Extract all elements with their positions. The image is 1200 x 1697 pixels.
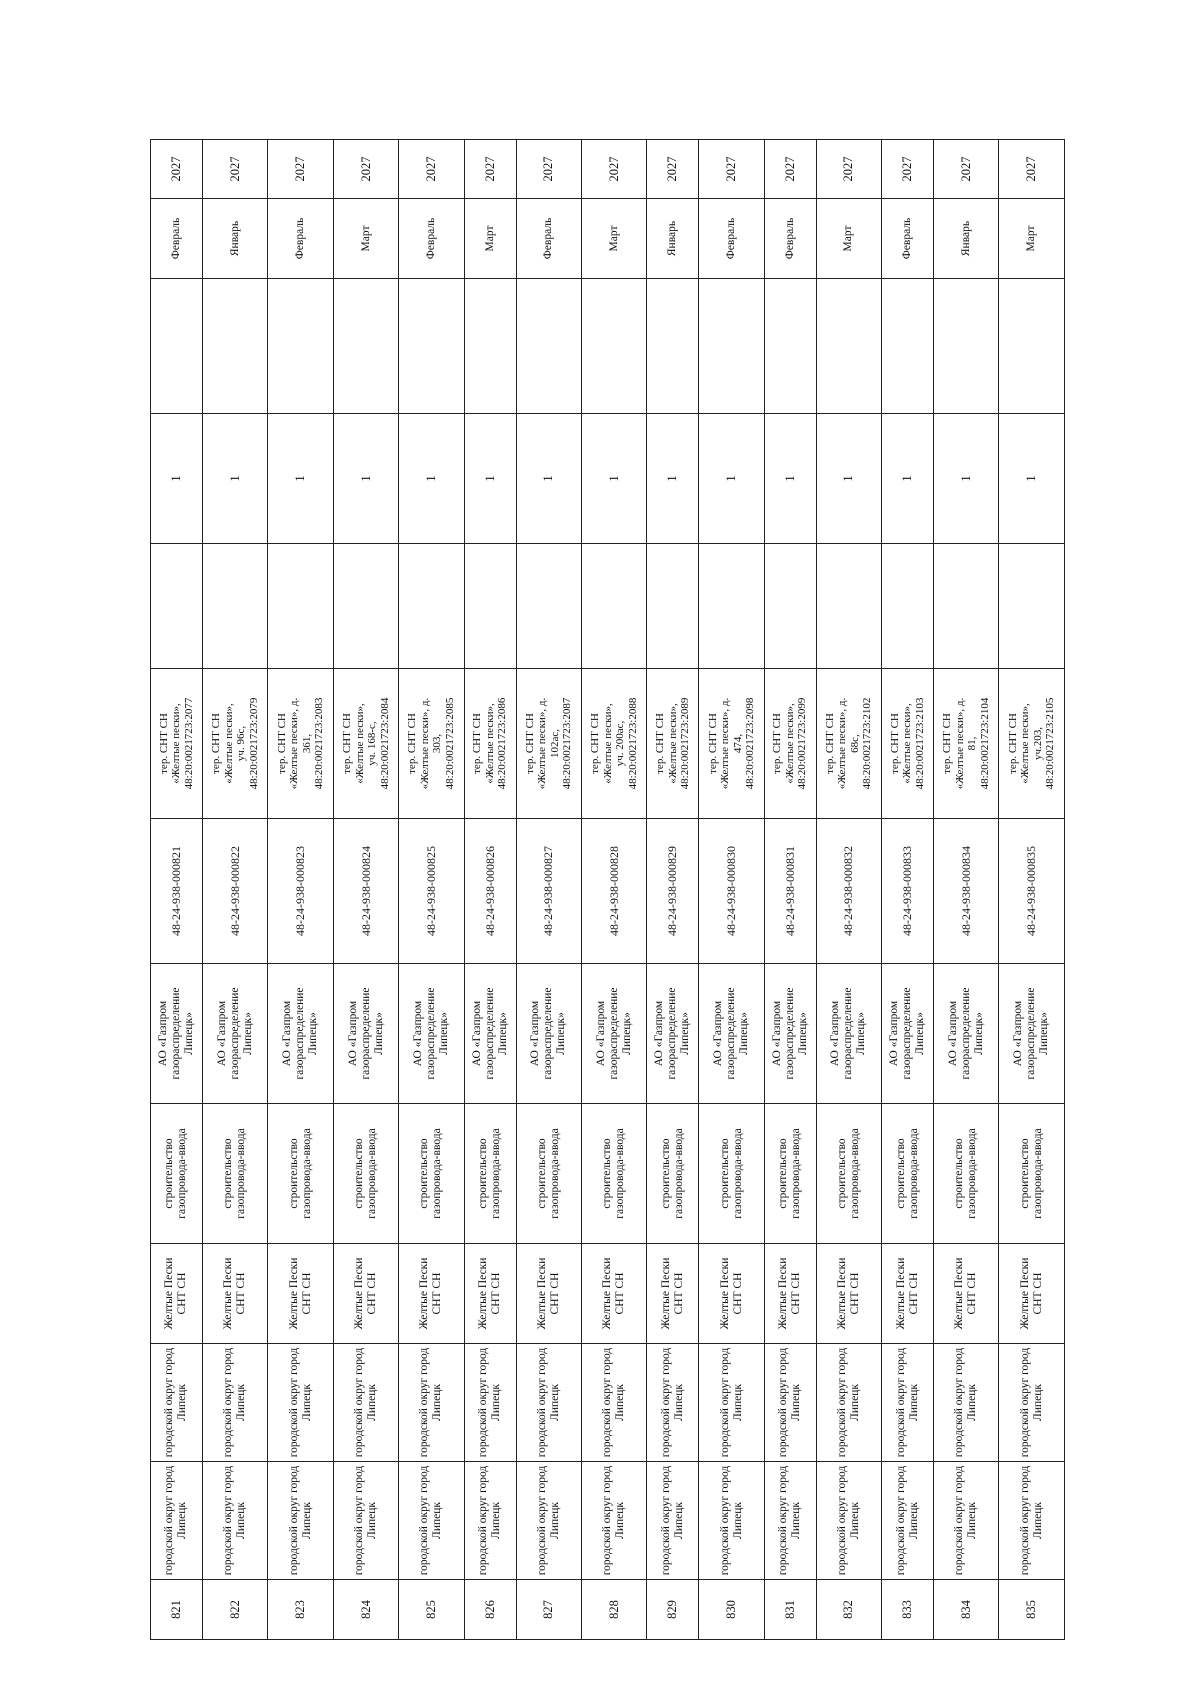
organization-cell: АО «Газпром газораспределение Липецк» [764,964,816,1104]
municipality-cell: городской округ город Липецк [999,1344,1065,1462]
address-line: «Желтые пески», д. [719,697,732,790]
rotated-table-wrapper [150,140,1065,1640]
municipality-cell: городской округ город Липецк [202,1344,267,1462]
month-cell: Март [464,199,516,279]
address-line: 48:20:0021723:2084 [378,697,391,790]
address-line: тер. СНТ СН [523,713,536,774]
year-cell: 2027 [699,140,764,199]
object-code-cell: 48-24-938-000832 [816,819,881,964]
year-cell: 2027 [882,140,934,199]
address-line: 102ас, [548,729,561,759]
address-line: 48:20:0021723:2089 [679,697,692,790]
table-row [516,140,581,1640]
address-cell [464,669,516,819]
district-cell: городской округ город Липецк [699,1462,764,1580]
organization-cell: АО «Газпром газораспределение Липецк» [333,964,398,1104]
settlement-cell: Желтые Пески СНТ СН [764,1244,816,1344]
address-line: 361, [300,733,313,754]
organization-cell: АО «Газпром газораспределение Липецк» [516,964,581,1104]
organization-cell: АО «Газпром газораспределение Липецк» [399,964,464,1104]
empty-cell [399,279,464,414]
address-line: «Желтые пески», [901,703,914,784]
address-line: «Желтые пески», [170,703,183,784]
settlement-cell: Желтые Пески СНТ СН [516,1244,581,1344]
empty-cell [764,544,816,669]
object-code-cell: 48-24-938-000821 [151,819,203,964]
address-line: тер. СНТ СН [1006,713,1019,774]
quantity-cell: 1 [399,414,464,544]
table-row [647,140,699,1640]
address-cell [882,669,934,819]
address-line: тер. СНТ СН [589,713,602,774]
year-cell: 2027 [816,140,881,199]
municipality-cell: городской округ город Липецк [647,1344,699,1462]
row-number-cell: 829 [647,1580,699,1640]
address-line: «Желтые пески», [353,703,366,784]
address-cell [699,669,764,819]
year-cell: 2027 [151,140,203,199]
address-line: тер. СНТ СН [706,713,719,774]
year-cell: 2027 [333,140,398,199]
municipality-cell: городской округ город Липецк [882,1344,934,1462]
work-type-cell: строительство газопровода-ввода [934,1104,999,1244]
empty-cell [699,279,764,414]
work-type-cell: строительство газопровода-ввода [399,1104,464,1244]
address-line: тер. СНТ СН [210,713,223,774]
object-code-cell: 48-24-938-000831 [764,819,816,964]
object-code-cell: 48-24-938-000829 [647,819,699,964]
empty-cell [934,279,999,414]
empty-cell [647,544,699,669]
settlement-cell: Желтые Пески СНТ СН [999,1244,1065,1344]
work-type-cell: строительство газопровода-ввода [999,1104,1065,1244]
object-code-cell: 48-24-938-000828 [582,819,647,964]
quantity-cell: 1 [934,414,999,544]
table-row [816,140,881,1640]
empty-cell [202,544,267,669]
empty-cell [333,544,398,669]
month-cell: Февраль [882,199,934,279]
month-cell: Январь [647,199,699,279]
row-number-cell: 832 [816,1580,881,1640]
address-line: уч. 200ас, [614,720,627,767]
quantity-cell: 1 [151,414,203,544]
address-line: тер. СНТ СН [471,713,484,774]
empty-cell [816,279,881,414]
address-line: «Желтые пески», [601,703,614,784]
organization-cell: АО «Газпром газораспределение Липецк» [699,964,764,1104]
work-type-cell: строительство газопровода-ввода [516,1104,581,1244]
row-number-cell: 821 [151,1580,203,1640]
address-line: «Желтые пески», [783,703,796,784]
address-line: «Желтые пески», д. [288,697,301,790]
empty-cell [202,279,267,414]
table-row [464,140,516,1640]
municipality-cell: городской округ город Липецк [268,1344,333,1462]
row-number-cell: 830 [699,1580,764,1640]
address-line: 303, [431,733,444,754]
empty-cell [934,544,999,669]
row-number-cell: 833 [882,1580,934,1640]
object-code-cell: 48-24-938-000826 [464,819,516,964]
address-line: 48:20:0021723:2086 [496,697,509,790]
table-row [202,140,267,1640]
object-code-cell: 48-24-938-000824 [333,819,398,964]
year-cell: 2027 [999,140,1065,199]
district-cell: городской округ город Липецк [399,1462,464,1580]
settlement-cell: Желтые Пески СНТ СН [202,1244,267,1344]
row-number-cell: 834 [934,1580,999,1640]
district-cell: городской округ город Липецк [647,1462,699,1580]
address-cell [268,669,333,819]
address-line: 48:20:0021723:2104 [978,697,991,790]
settlement-cell: Желтые Пески СНТ СН [151,1244,203,1344]
empty-cell [268,279,333,414]
empty-cell [816,544,881,669]
district-cell: городской округ город Липецк [999,1462,1065,1580]
district-cell: городской округ город Липецк [464,1462,516,1580]
empty-cell [268,544,333,669]
year-cell: 2027 [934,140,999,199]
settlement-cell: Желтые Пески СНТ СН [647,1244,699,1344]
organization-cell: АО «Газпром газораспределение Липецк» [816,964,881,1104]
row-number-cell: 827 [516,1580,581,1640]
table-body [151,140,1065,1640]
year-cell: 2027 [268,140,333,199]
settlement-cell: Желтые Пески СНТ СН [268,1244,333,1344]
organization-cell: АО «Газпром газораспределение Липецк» [999,964,1065,1104]
settlement-cell: Желтые Пески СНТ СН [882,1244,934,1344]
settlement-cell: Желтые Пески СНТ СН [816,1244,881,1344]
quantity-cell: 1 [699,414,764,544]
work-type-cell: строительство газопровода-ввода [882,1104,934,1244]
table-row [882,140,934,1640]
address-line: 48:20:0021723:2099 [796,697,809,790]
address-line: тер. СНТ СН [275,713,288,774]
organization-cell: АО «Газпром газораспределение Липецк» [268,964,333,1104]
organization-cell: АО «Газпром газораспределение Липецк» [882,964,934,1104]
month-cell: Февраль [516,199,581,279]
address-line: уч. 168-с, [366,721,378,766]
month-cell: Февраль [151,199,203,279]
object-code-cell: 48-24-938-000834 [934,819,999,964]
municipality-cell: городской округ город Липецк [399,1344,464,1462]
quantity-cell: 1 [516,414,581,544]
row-number-cell: 823 [268,1580,333,1640]
month-cell: Март [333,199,398,279]
organization-cell: АО «Газпром газораспределение Липецк» [582,964,647,1104]
table-row [268,140,333,1640]
address-cell [151,669,203,819]
address-cell [333,669,398,819]
municipality-cell: городской округ город Липецк [816,1344,881,1462]
address-line: уч.203, [1031,726,1044,761]
month-cell: Март [999,199,1065,279]
organization-cell: АО «Газпром газораспределение Липецк» [934,964,999,1104]
municipality-cell: городской округ город Липецк [764,1344,816,1462]
object-code-cell: 48-24-938-000830 [699,819,764,964]
address-cell [647,669,699,819]
address-cell [582,669,647,819]
quantity-cell: 1 [464,414,516,544]
table-row [582,140,647,1640]
table-row [934,140,999,1640]
address-cell [764,669,816,819]
district-cell: городской округ город Липецк [882,1462,934,1580]
address-line: тер. СНТ СН [771,713,784,774]
month-cell: Февраль [268,199,333,279]
district-cell: городской округ город Липецк [764,1462,816,1580]
district-cell: городской округ город Липецк [151,1462,203,1580]
district-cell: городской округ город Липецк [582,1462,647,1580]
work-type-cell: строительство газопровода-ввода [151,1104,203,1244]
quantity-cell: 1 [582,414,647,544]
settlement-cell: Желтые Пески СНТ СН [464,1244,516,1344]
address-line: 48:20:0021723:2103 [913,697,926,790]
table-row [699,140,764,1640]
object-code-cell: 48-24-938-000825 [399,819,464,964]
quantity-cell: 1 [764,414,816,544]
year-cell: 2027 [202,140,267,199]
empty-cell [699,544,764,669]
municipality-cell: городской округ город Липецк [582,1344,647,1462]
municipality-cell: городской округ город Липецк [151,1344,203,1462]
gasification-schedule-table [150,139,1065,1640]
empty-cell [882,544,934,669]
address-line: тер. СНТ СН [406,713,419,774]
empty-cell [582,279,647,414]
quantity-cell: 1 [268,414,333,544]
empty-cell [399,544,464,669]
district-cell: городской округ город Липецк [202,1462,267,1580]
address-line: 48:20:0021723:2083 [313,697,326,790]
empty-cell [882,279,934,414]
quantity-cell: 1 [882,414,934,544]
work-type-cell: строительство газопровода-ввода [647,1104,699,1244]
organization-cell: АО «Газпром газораспределение Липецк» [464,964,516,1104]
address-line: 48:20:0021723:2102 [861,697,874,790]
year-cell: 2027 [399,140,464,199]
quantity-cell: 1 [202,414,267,544]
quantity-cell: 1 [647,414,699,544]
address-cell [516,669,581,819]
table-row [151,140,203,1640]
month-cell: Февраль [399,199,464,279]
address-line: 48:20:0021723:2105 [1044,697,1057,790]
district-cell: городской округ город Липецк [816,1462,881,1580]
address-line: тер. СНТ СН [654,713,667,774]
empty-cell [516,544,581,669]
year-cell: 2027 [647,140,699,199]
address-line: 81, [966,736,979,751]
row-number-cell: 824 [333,1580,398,1640]
address-line: тер. СНТ СН [157,713,170,774]
year-cell: 2027 [516,140,581,199]
table-row [333,140,398,1640]
district-cell: городской округ город Липецк [333,1462,398,1580]
object-code-cell: 48-24-938-000822 [202,819,267,964]
quantity-cell: 1 [999,414,1065,544]
district-cell: городской округ город Липецк [268,1462,333,1580]
year-cell: 2027 [464,140,516,199]
settlement-cell: Желтые Пески СНТ СН [934,1244,999,1344]
month-cell: Февраль [699,199,764,279]
address-line: «Желтые пески», [666,703,679,784]
municipality-cell: городской округ город Липецк [464,1344,516,1462]
address-line: «Желтые пески», д. [536,697,549,790]
empty-cell [151,279,203,414]
address-line: тер. СНТ СН [888,713,901,774]
work-type-cell: строительство газопровода-ввода [699,1104,764,1244]
municipality-cell: городской округ город Липецк [333,1344,398,1462]
address-line: 68с, [848,734,861,753]
work-type-cell: строительство газопровода-ввода [582,1104,647,1244]
address-cell [934,669,999,819]
object-code-cell: 48-24-938-000823 [268,819,333,964]
object-code-cell: 48-24-938-000833 [882,819,934,964]
address-line: 474, [731,733,744,754]
table-row [764,140,816,1640]
organization-cell: АО «Газпром газораспределение Липецк» [151,964,203,1104]
empty-cell [999,279,1065,414]
row-number-cell: 835 [999,1580,1065,1640]
address-line: «Желтые пески», д. [953,697,966,790]
object-code-cell: 48-24-938-000827 [516,819,581,964]
empty-cell [464,544,516,669]
empty-cell [464,279,516,414]
address-line: «Желтые пески», д. [418,697,431,790]
address-line: «Желтые пески», д. [836,697,849,790]
empty-cell [516,279,581,414]
work-type-cell: строительство газопровода-ввода [816,1104,881,1244]
address-line: 48:20:0021723:2085 [443,697,456,790]
year-cell: 2027 [764,140,816,199]
address-line: 48:20:0021723:2098 [744,697,757,790]
table-row [999,140,1065,1640]
settlement-cell: Желтые Пески СНТ СН [399,1244,464,1344]
work-type-cell: строительство газопровода-ввода [464,1104,516,1244]
address-line: 48:20:0021723:2079 [247,697,260,790]
empty-cell [333,279,398,414]
month-cell: Февраль [764,199,816,279]
district-cell: городской округ город Липецк [516,1462,581,1580]
address-cell [816,669,881,819]
work-type-cell: строительство газопровода-ввода [333,1104,398,1244]
empty-cell [999,544,1065,669]
settlement-cell: Желтые Пески СНТ СН [333,1244,398,1344]
object-code-cell: 48-24-938-000835 [999,819,1065,964]
row-number-cell: 831 [764,1580,816,1640]
address-cell [202,669,267,819]
month-cell: Январь [934,199,999,279]
month-cell: Март [582,199,647,279]
organization-cell: АО «Газпром газораспределение Липецк» [647,964,699,1104]
empty-cell [151,544,203,669]
empty-cell [582,544,647,669]
address-line: «Желтые пески», [1019,703,1032,784]
row-number-cell: 822 [202,1580,267,1640]
address-line: тер. СНТ СН [823,713,836,774]
organization-cell: АО «Газпром газораспределение Липецк» [202,964,267,1104]
work-type-cell: строительство газопровода-ввода [764,1104,816,1244]
table-row [399,140,464,1640]
district-cell: городской округ город Липецк [934,1462,999,1580]
address-cell [399,669,464,819]
work-type-cell: строительство газопровода-ввода [202,1104,267,1244]
address-line: «Желтые пески», [222,703,235,784]
empty-cell [647,279,699,414]
address-line: 48:20:0021723:2087 [561,697,574,790]
row-number-cell: 828 [582,1580,647,1640]
month-cell: Март [816,199,881,279]
settlement-cell: Желтые Пески СНТ СН [582,1244,647,1344]
municipality-cell: городской округ город Липецк [699,1344,764,1462]
municipality-cell: городской округ город Липецк [516,1344,581,1462]
address-line: тер. СНТ СН [341,713,353,774]
address-line: 48:20:0021723:2088 [626,697,639,790]
address-line: «Желтые пески», [483,703,496,784]
address-cell [999,669,1065,819]
municipality-cell: городской округ город Липецк [934,1344,999,1462]
row-number-cell: 825 [399,1580,464,1640]
month-cell: Январь [202,199,267,279]
work-type-cell: строительство газопровода-ввода [268,1104,333,1244]
year-cell: 2027 [582,140,647,199]
address-line: тер. СНТ СН [941,713,954,774]
row-number-cell: 826 [464,1580,516,1640]
quantity-cell: 1 [816,414,881,544]
address-line: 48:20:0021723:2077 [182,697,195,790]
quantity-cell: 1 [333,414,398,544]
address-line: уч. 96с, [235,725,248,762]
empty-cell [764,279,816,414]
settlement-cell: Желтые Пески СНТ СН [699,1244,764,1344]
